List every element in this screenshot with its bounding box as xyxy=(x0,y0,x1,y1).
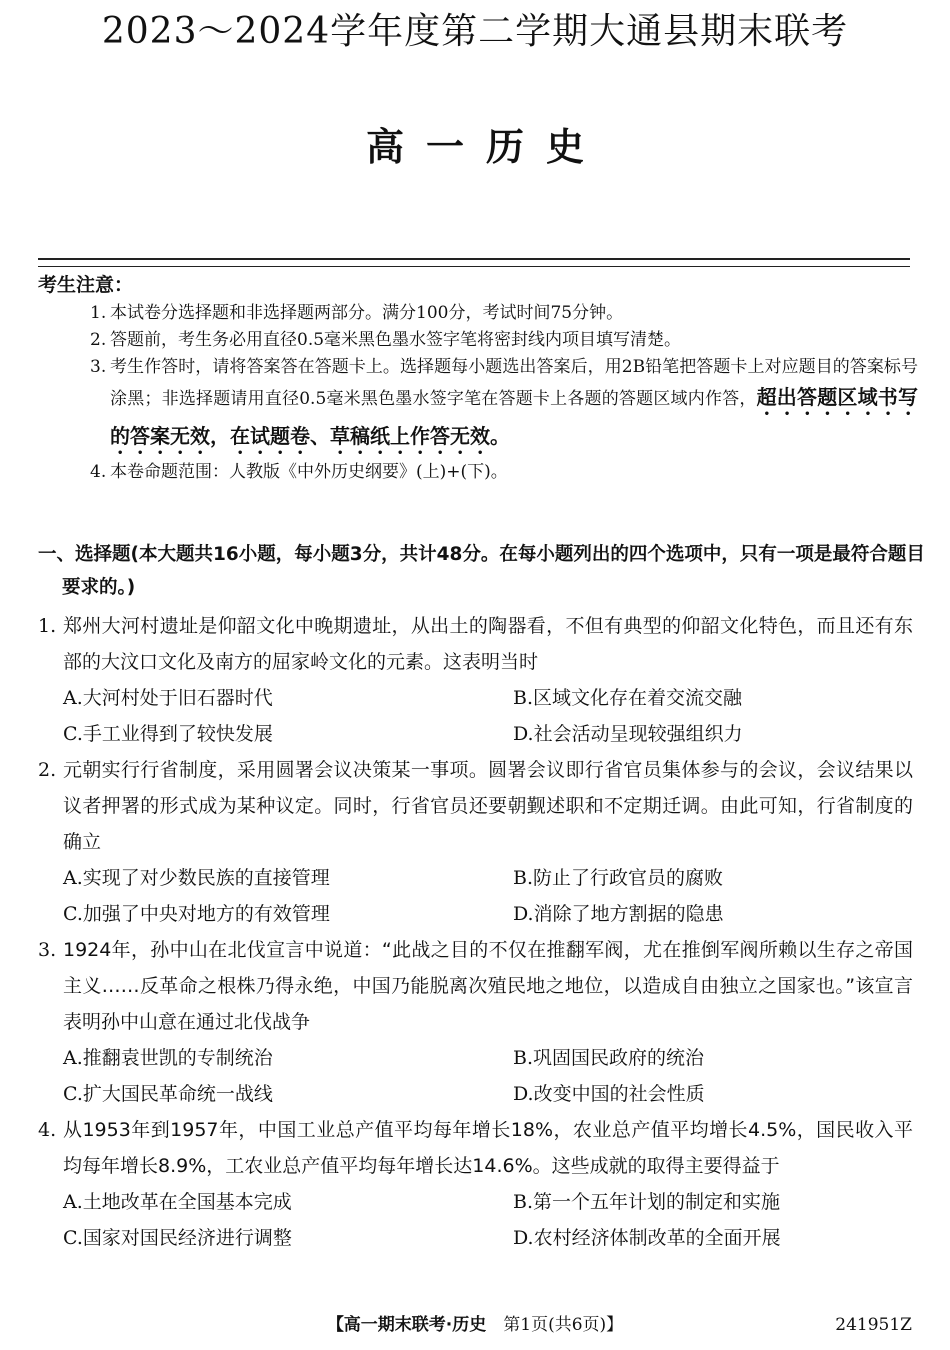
question-number: 2. xyxy=(38,759,57,781)
footer-title: 【高一期末联考·历史 xyxy=(326,1315,487,1335)
option-grid xyxy=(38,1040,913,1112)
question-number: 4. xyxy=(38,1119,57,1141)
page-number: 第1页(共6页)】 xyxy=(503,1315,624,1335)
option-a[interactable]: A.土地改革在全国基本完成 xyxy=(63,1191,292,1213)
question-number: 1. xyxy=(38,615,57,637)
paper-code: 241951Z xyxy=(835,1315,912,1335)
option-d[interactable]: D.消除了地方割据的隐患 xyxy=(513,903,724,925)
notice-item-number: 4. xyxy=(90,462,107,482)
question xyxy=(38,608,913,752)
option-d[interactable]: D.改变中国的社会性质 xyxy=(513,1083,705,1105)
option-a[interactable]: A.大河村处于旧石器时代 xyxy=(63,687,273,709)
exam-title: 2023～2024学年度第二学期大通县期末联考 xyxy=(101,11,849,52)
notice-item-text: 答题前，考生务必用直径0.5毫米黑色墨水签字笔将密封线内项目填写清楚。 xyxy=(110,330,682,350)
question-stem xyxy=(38,752,913,860)
option-grid xyxy=(38,1184,913,1256)
option-c[interactable]: C.国家对国民经济进行调整 xyxy=(63,1227,292,1249)
option-d[interactable]: D.农村经济体制改革的全面开展 xyxy=(513,1227,781,1249)
question-stem xyxy=(38,608,913,680)
question xyxy=(38,932,913,1112)
divider xyxy=(38,258,910,267)
question-number: 3. xyxy=(38,939,57,961)
option-grid xyxy=(38,680,913,752)
notice-item-text: 考生作答时，请将答案答在答题卡上。选择题每小题选出答案后，用2B铅笔把答题卡上对应题目的答案标号涂黑；非选择题请用直径0.5毫米黑色墨水签字笔在答题卡上各题的答题区域内作答， xyxy=(110,357,918,409)
question-text: 元朝实行行省制度，采用圆署会议决策某一事项。圆署会议即行省官员集体参与的会议，会议结果以议者押署的形式成为某种议定。同时，行省官员还要朝觐述职和不定期迁调。由此可知，行省制度的确立 xyxy=(63,759,913,853)
page-footer xyxy=(0,1310,950,1340)
option-c[interactable]: C.手工业得到了较快发展 xyxy=(63,723,273,745)
option-a[interactable]: A.实现了对少数民族的直接管理 xyxy=(63,867,330,889)
option-a[interactable]: A.推翻袁世凯的专制统治 xyxy=(63,1047,273,1069)
option-b[interactable]: B.区域文化存在着交流交融 xyxy=(513,687,743,709)
notice-emphasis: 超出答题区域书写的答案无效，在试题卷、草稿纸上作答无效。 xyxy=(110,385,919,448)
notice-item xyxy=(38,459,918,486)
question-text: 郑州大河村遗址是仰韶文化中晚期遗址，从出土的陶器看，不但有典型的仰韶文化特色，而且还有东部的大汶口文化及南方的屈家岭文化的元素。这表明当时 xyxy=(63,615,913,673)
question xyxy=(38,1112,913,1256)
notice-item-text-wrap xyxy=(90,354,918,459)
question xyxy=(38,752,913,932)
notice-item-number: 1. xyxy=(90,303,107,323)
option-c[interactable]: C.加强了中央对地方的有效管理 xyxy=(63,903,330,925)
question-stem xyxy=(38,1112,913,1184)
option-b[interactable]: B.第一个五年计划的制定和实施 xyxy=(513,1191,781,1213)
option-c[interactable]: C.扩大国民革命统一战线 xyxy=(63,1083,273,1105)
notice-heading: 考生注意： xyxy=(38,274,134,296)
notice-item-text: 本卷命题范围：人教版《中外历史纲要》(上)+(下)。 xyxy=(110,462,508,482)
notice-item-number: 2. xyxy=(90,330,107,350)
subject-title: 高一历史 xyxy=(365,125,606,169)
option-b[interactable]: B.巩固国民政府的统治 xyxy=(513,1047,705,1069)
question-text: 从1953年到1957年，中国工业总产值平均每年增长18%，农业总产值平均增长4.5%，国民收入平均每年增长8.9%，工农业总产值平均每年增长达14.6%。这些成就的取得主要得益于 xyxy=(63,1119,913,1177)
option-b[interactable]: B.防止了行政官员的腐败 xyxy=(513,867,724,889)
notice-item xyxy=(38,327,918,354)
notice-item-number: 3. xyxy=(90,357,107,377)
section-heading: 一、选择题(本大题共16小题，每小题3分，共计48分。在每小题列出的四个选项中，只有一项是最符合题目要求的。) xyxy=(38,544,925,598)
footer-label xyxy=(0,1310,950,1340)
question-text: 1924年，孙中山在北伐宣言中说道：“此战之目的不仅在推翻军阀，尤在推倒军阀所赖以生存之帝国主义……反革命之根株乃得永绝，中国乃能脱离次殖民地之地位，以造成自由独立之国家也。”该宣言表明孙中山意在通过北伐战争 xyxy=(63,939,913,1033)
question-list xyxy=(38,608,913,1256)
notice-item xyxy=(38,300,918,327)
notice-block xyxy=(38,270,918,486)
notice-item-text: 本试卷分选择题和非选择题两部分。满分100分，考试时间75分钟。 xyxy=(110,303,624,323)
option-grid xyxy=(38,860,913,932)
notice-item xyxy=(38,354,918,459)
option-d[interactable]: D.社会活动呈现较强组织力 xyxy=(513,723,743,745)
question-stem xyxy=(38,932,913,1040)
